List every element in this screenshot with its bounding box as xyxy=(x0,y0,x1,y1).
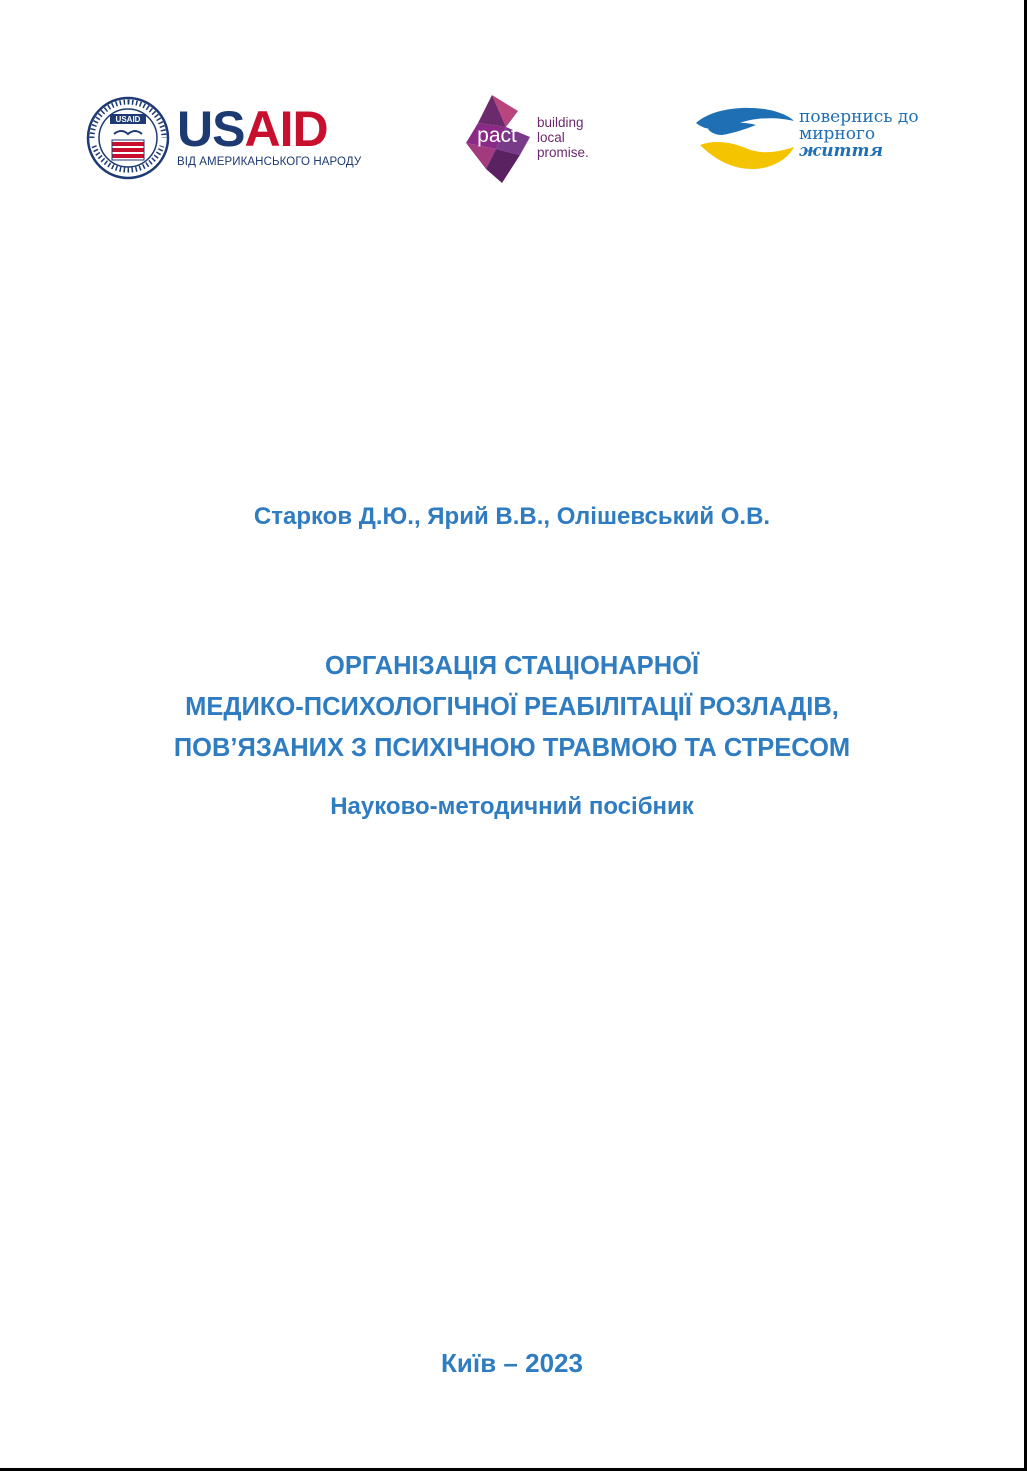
usaid-wordmark-aid: AID xyxy=(244,101,328,157)
usaid-wordmark-us: US xyxy=(177,101,245,157)
svg-text:pact: pact xyxy=(477,124,517,147)
pact-logo xyxy=(462,93,602,185)
title-line: МЕДИКО-ПСИХОЛОГІЧНОЇ РЕАБІЛІТАЦІЇ РОЗЛАДІВ, xyxy=(185,693,839,721)
pact-tagline-line: local xyxy=(537,130,565,145)
pact-tagline-line: building xyxy=(537,115,584,130)
title-line: ОРГАНІЗАЦІЯ СТАЦІОНАРНОЇ xyxy=(325,652,699,680)
return-to-peace-text xyxy=(799,109,919,160)
hands-icon xyxy=(694,103,798,175)
document-subtitle: Науково-методичний посібник xyxy=(330,793,694,820)
pact-tagline xyxy=(537,115,589,160)
return-to-peace-line: життя xyxy=(799,141,884,161)
return-to-peace-logo xyxy=(694,103,944,175)
authors: Старков Д.Ю., Ярий В.В., Олішевський О.В. xyxy=(253,503,771,530)
title-line: ПОВ’ЯЗАНИХ З ПСИХІЧНОЮ ТРАВМОЮ ТА СТРЕСОМ xyxy=(173,734,851,762)
usaid-logo xyxy=(86,96,361,180)
pact-mark-icon xyxy=(462,93,534,185)
usaid-tagline: ВІД АМЕРИКАНСЬКОГО НАРОДУ xyxy=(177,156,362,168)
place-and-year: Київ – 2023 xyxy=(441,1348,583,1378)
document-title xyxy=(0,646,1024,769)
usaid-seal-icon xyxy=(86,96,170,180)
return-to-peace-line: мирного xyxy=(799,124,876,144)
usaid-wordmark xyxy=(177,101,328,157)
return-to-peace-line: повернись до xyxy=(799,107,919,127)
svg-text:USAID: USAID xyxy=(115,115,141,124)
pact-tagline-line: promise. xyxy=(537,145,589,160)
